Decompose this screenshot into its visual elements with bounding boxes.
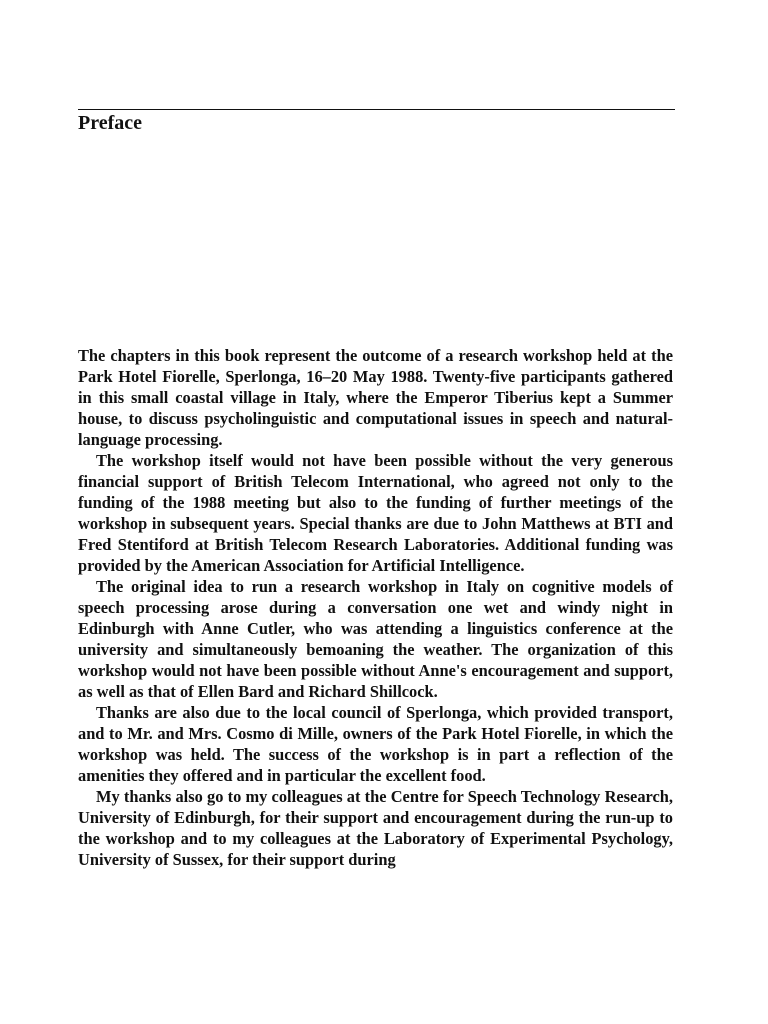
paragraph-4: Thanks are also due to the local council of Sperlonga, which provided transport, and to Mr. and Mrs. Cosmo di Mille, owners of the Park Hotel Fiorelle, in which the workshop was held. The success of the workshop is in part a reflection of the amenities they offered and in particular the excellent food.	[78, 703, 673, 785]
paragraph-5: My thanks also go to my colleagues at the Centre for Speech Technology Research, University of Edinburgh, for their support and encouragement during the run-up to the workshop and to my colleagues at the Laboratory of Experimental Psychology, University of Sussex, for their support during	[78, 787, 673, 869]
paragraph-3: The original idea to run a research workshop in Italy on cognitive models of speech processing arose during a conversation one wet and windy night in Edinburgh with Anne Cutler, who was attending a linguistics conference at the university and simultaneously bemoaning the weather. The organization of this workshop would not have been possible without Anne's encouragement and support, as well as that of Ellen Bard and Richard Shillcock.	[78, 577, 673, 701]
page-title: Preface	[78, 112, 143, 134]
paragraph-2: The workshop itself would not have been possible without the very generous financial support of British Telecom International, who agreed not only to the funding of the 1988 meeting but also to the funding of further meetings of the workshop in subsequent years. Special thanks are due to John Matthews at BTI and Fred Stentiford at British Telecom Research Laboratories. Additional funding was provided by the American Association for Artificial Intelligence.	[78, 451, 673, 575]
preface-body	[78, 345, 673, 870]
paragraph-1: The chapters in this book represent the outcome of a research workshop held at the Park Hotel Fiorelle, Sperlonga, 16–20 May 1988. Twenty-five participants gathered in this small coastal village in Italy, where the Emperor Tiberius kept a Summer house, to discuss psycholinguistic and computational issues in speech and natural-language processing.	[78, 346, 673, 449]
heading-rule	[78, 109, 675, 110]
